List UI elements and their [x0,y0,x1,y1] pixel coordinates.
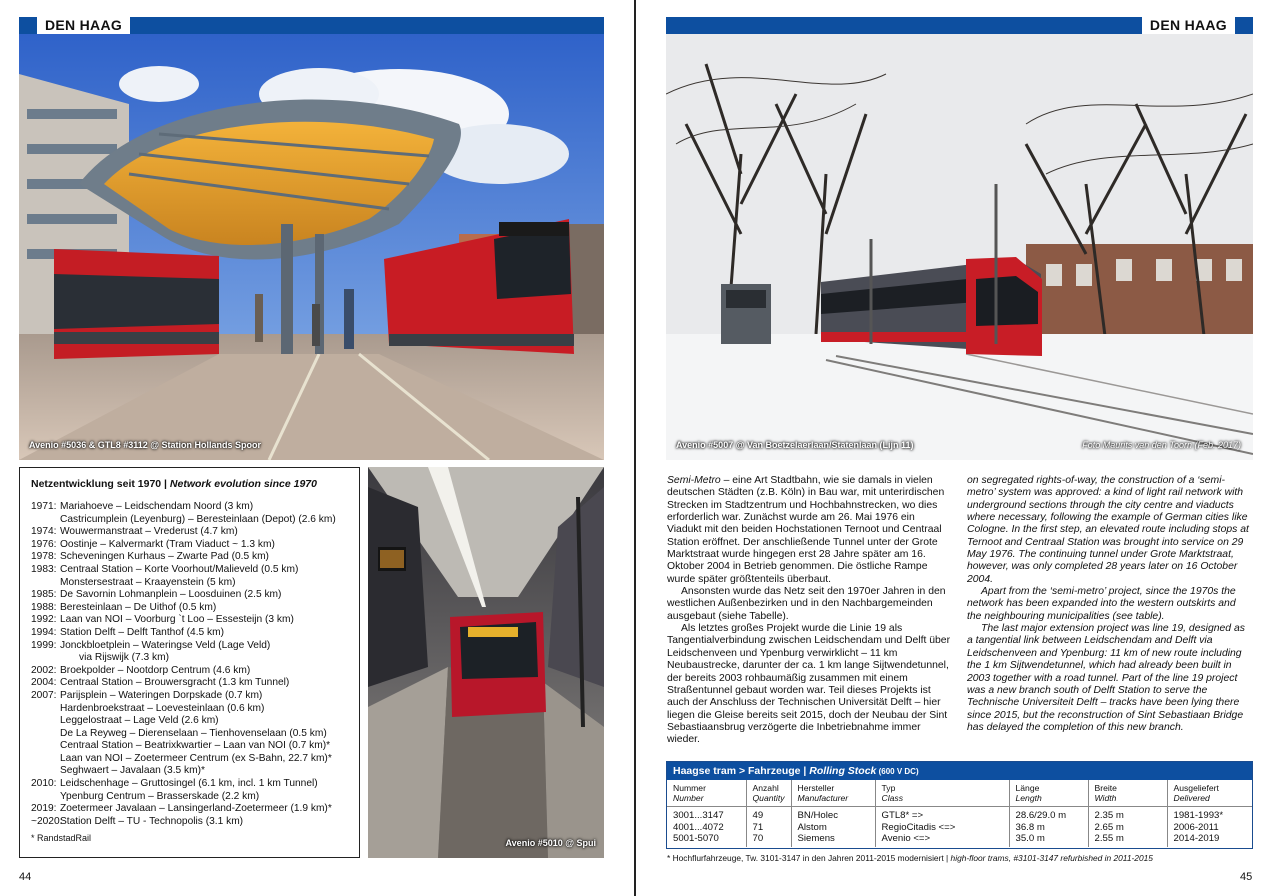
rolling-stock-header-cell: Nummer Number [667,780,746,807]
left-header-bar [19,17,604,34]
de-paragraph-1: Semi-Metro – eine Art Stadtbahn, wie sie damals in vielen deutschen Städten (z.B. Köln) in Bau war, mit unterirdischen Strecken im Stadtzentrum und Hochbahnstrecken, wo dies erforderlich war. Zunächst wurde am 26. Mai 1976 ein Viadukt mit den beiden Hochstationen Ternoot und Centraal Station eröffnet. Der anschließende Tunnel unter der Grote Marktstraat wurde hingegen erst 28 Jahre später am 16. Oktober 2004 in Betrieb genommen. Die östliche Rampe wurde später größtenteils überbaut. [667,475,945,585]
rolling-stock-header-cell: Breite Width [1088,780,1167,807]
network-route: De Savornin Lohmanplein – Loosduinen (2.5 km) [60,589,282,601]
network-route: Laan van NOI – Voorburg `t Loo – Essesteijn (3 km) [60,614,294,626]
rolling-stock-header-cell: Anzahl Quantity [746,780,791,807]
network-row [31,778,349,791]
rolling-stock-cell: 1981-1993* 2006-2011 2014-2019 [1167,807,1252,847]
network-row [31,791,349,804]
network-route: Broekpolder – Nootdorp Centrum (4.6 km) [60,664,251,676]
right-header-title: DEN HAAG [1142,17,1235,34]
network-year: 2019: [31,803,57,815]
network-row [31,577,349,590]
network-row [31,602,349,615]
network-year: 1978: [31,551,57,563]
network-year: 1988: [31,601,57,613]
rolling-stock-footnote: * Hochflurfahrzeuge, Tw. 3101-3147 in den Jahren 2011-2015 modernisiert | high-floor trams, #3101-3147 refurbished in 2011-2015 [667,853,1153,863]
rolling-stock-cell: GTL8* => RegioCitadis <=> Avenio <=> [875,807,1009,847]
rolling-stock-cell: 3001...3147 4001...4072 5001-5070 [673,810,724,844]
network-row [31,514,349,527]
de-semimetro-term: Semi-Metro [667,475,721,486]
network-row [31,526,349,539]
network-route: Wouwermanstraat – Vrederust (4.7 km) [60,526,238,538]
network-route: Leggelostraat – Lage Veld (2.6 km) [60,715,219,727]
rolling-stock-cell: 49 71 70 [746,807,791,847]
network-year: 2007: [31,689,57,701]
network-row [31,765,349,778]
network-footnote: * RandstadRail [31,833,92,844]
photo-main-caption: Avenio #5036 & GTL8 #3112 @ Station Hollands Spoor [29,440,262,450]
network-row [31,539,349,552]
network-route: Centraal Station – Brouwersgracht (1.3 km Tunnel) [60,677,290,689]
photo-boetzelaerlaan [666,34,1253,460]
network-row [31,703,349,716]
rolling-stock-cell: 2.35 m 2.65 m 2.55 m [1088,807,1167,847]
network-year: 1983: [31,563,57,575]
network-route: Leidschenhage – Gruttosingel (6.1 km, incl. 1 km Tunnel) [60,778,318,790]
network-row [31,551,349,564]
network-list [31,501,349,828]
network-route: Oostinje – Kalvermarkt (Tram Viaduct ~ 1.3 km) [60,538,275,550]
network-row [31,715,349,728]
network-row [31,665,349,678]
page-number-left: 44 [19,871,32,883]
network-row [31,816,349,829]
network-route: Beresteinlaan – De Uithof (0.5 km) [60,601,217,613]
network-route: Monstersestraat – Kraayenstein (5 km) [60,576,236,588]
network-year: 1976: [31,538,57,550]
network-row [31,728,349,741]
network-route: Castricumplein (Leyenburg) – Beresteinlaan (Depot) (2.6 km) [60,513,336,525]
network-route: Station Delft – TU - Technopolis (3.1 km) [60,815,244,827]
network-row [31,589,349,602]
network-year: 2004: [31,677,57,689]
left-page [0,0,634,896]
photo-spui [368,467,604,858]
en-paragraph-1: on segregated rights-of-way, the construction of a ‘semi-metro’ system was approved: a kind of light rail network with underground sections through the city centre and viaducts where necessary, following the example of German cities like Cologne. In the first step, an elevated route including stops at Ternoot and Centraal Station was brought into service on 29 May 1976. The continuing tunnel under Grote Marktstraat, however, was only completed 28 years later on 16 October 2004. [967,475,1249,585]
en-paragraph-3: The last major extension project was line 19, designed as a tangential link between Leidschendam and Delft via Leidschenveen and Ypenburg: 11 km of new route including the 1 km Sijtwendetunnel, which had already been built in 2003 together with a road tunnel. Part of the line 19 project was a new branch south of Delft Station to serve the Technische Universiteit Delft – tracks have been lying there since 2015, but the reconstruction of Sint Sebastiaan Bridge has delayed the completion of this new branch. [967,623,1245,733]
network-route: via Rijswijk (7.3 km) [79,652,169,664]
network-row [31,652,349,665]
network-route: Hardenbroekstraat – Loevesteinlaan (0.6 km) [60,702,265,714]
text-column-german [667,475,951,747]
page-number-right: 45 [1240,871,1253,883]
network-row [31,501,349,514]
table-row [667,807,1252,847]
network-route: Zoetermeer Javalaan – Lansingerland-Zoetermeer (1.9 km)* [60,803,332,815]
rolling-stock-header-cell: Länge Length [1009,780,1088,807]
network-route: Seghwaert – Javalaan (3.5 km)* [60,765,205,777]
network-year: ~2020: [31,815,63,827]
network-row [31,627,349,640]
rolling-stock-title: Haagse tram > Fahrzeuge | Rolling Stock (600 V DC) [667,762,1252,780]
network-row [31,640,349,653]
network-year: 1985: [31,589,57,601]
rolling-stock-header-cell: Typ Class [875,780,1009,807]
photo-hollands-spoor [19,34,604,460]
network-evolution-box [19,467,360,858]
network-year: 1974: [31,526,57,538]
network-year: 1999: [31,639,57,651]
de-paragraph-3: Als letztes großes Projekt wurde die Linie 19 als Tangentialverbindung zwischen Leidschendam und Delft über Leidschenveen und Ypenburg verwirklicht – 11 km Neubaustrecke, darunter der ca. 1 km lange Sijtwendetunnel, der bereits 2003 rohbaumäßig zusammen mit einem Straßentunnel gebaut worden war. Teil dieses Projekts ist auch der Anschluss der Technischen Universität Delft – hier liegen die Gleise bereits seit 2015, doch der Neubau der Sint Sebastiaansbrug verzögerte die Inbetriebnahme immer wieder. [667,623,951,746]
network-route: Mariahoeve – Leidschendam Noord (3 km) [60,501,254,512]
network-year: 2010: [31,778,57,790]
network-route: Ypenburg Centrum – Brasserskade (2.2 km) [60,790,260,802]
network-row [31,677,349,690]
text-column-english [967,475,1251,734]
network-row [31,614,349,627]
network-row [31,564,349,577]
network-title: Netzentwicklung seit 1970 | Network evolution since 1970 [31,478,317,490]
network-route: Station Delft – Delft Tanthof (4.5 km) [60,626,225,638]
network-route: De La Reyweg – Dierenselaan – Tienhovenselaan (0.5 km) [60,727,327,739]
rolling-stock-body [667,807,1252,847]
network-year: 1994: [31,626,57,638]
photo-spui-caption: Avenio #5010 @ Spui [505,838,596,848]
rolling-stock-cell: BN/Holec Alstom Siemens [791,807,875,847]
rolling-stock-header-cell: Ausgeliefert Delivered [1167,780,1252,807]
rolling-stock-table [666,761,1253,849]
network-route: Scheveningen Kurhaus – Zwarte Pad (0.5 km) [60,551,269,563]
rolling-stock-header-cell: Hersteller Manufacturer [791,780,875,807]
network-route: Parijsplein – Wateringen Dorpskade (0.7 km) [60,689,263,701]
de-paragraph-2: Ansonsten wurde das Netz seit den 1970er Jahren in den westlichen Außenbezirken und in den Nachbargemeinden ausgebaut (siehe Tabelle). [667,586,946,622]
photo-credit: Foto Maurits van den Toorn (Feb. 2017) [1082,440,1241,450]
network-route: Centraal Station – Beatrixkwartier – Laan van NOI (0.7 km)* [60,740,331,752]
network-year: 2002: [31,664,57,676]
network-route: Centraal Station – Korte Voorhout/Malieveld (0.5 km) [60,563,299,575]
right-header-bar [666,17,1253,34]
network-route: Laan van NOI – Zoetermeer Centrum (ex S-Bahn, 22.7 km)* [60,752,332,764]
network-row [31,690,349,703]
rolling-stock-cell: 28.6/29.0 m 36.8 m 35.0 m [1009,807,1088,847]
left-header-title: DEN HAAG [37,17,130,34]
en-paragraph-2: Apart from the ‘semi-metro’ project, since the 1970s the network has been expanded into the western outskirts and the neighbouring municipalities (see table). [967,586,1236,622]
network-row [31,740,349,753]
photo-right-caption: Avenio #5007 @ Van Boetzelaerlaan/Statenlaan (Lijn 11) [676,440,914,450]
rolling-stock-header-row [667,780,1252,807]
network-row [31,753,349,766]
network-year: 1971: [31,501,57,512]
network-route: Jonckbloetplein – Wateringse Veld (Lage Veld) [60,639,271,651]
network-row [31,803,349,816]
network-year: 1992: [31,614,57,626]
